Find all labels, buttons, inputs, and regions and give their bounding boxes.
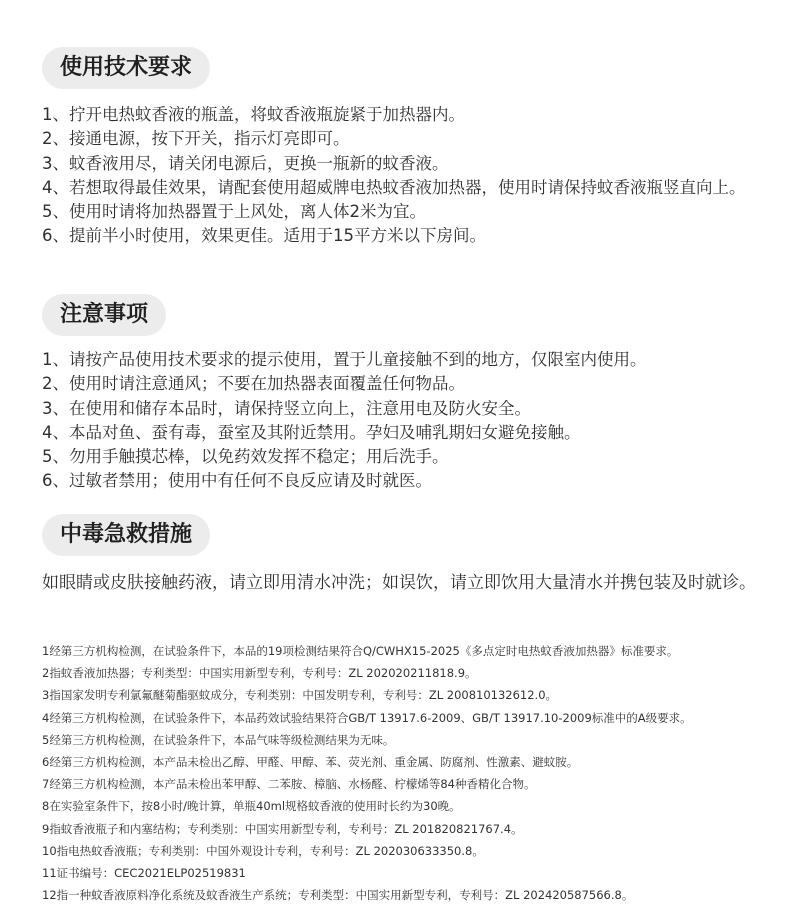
list-item: 1、请按产品使用技术要求的提示使用，置于儿童接触不到的地方，仅限室内使用。 xyxy=(42,350,647,369)
footnote: 7经第三方机构检测，本产品未检出苯甲醇、二苯胺、樟脑、水杨醛、柠檬烯等84种香精化合物。 xyxy=(42,777,536,792)
cautions-list xyxy=(42,348,762,494)
usage-list xyxy=(42,103,762,249)
list-item: 2、使用时请注意通风；不要在加热器表面覆盖任何物品。 xyxy=(42,374,465,394)
section-title-first-aid: 中毒急救措施 xyxy=(42,514,210,556)
section-title-usage: 使用技术要求 xyxy=(42,47,210,89)
list-item: 4、本品对鱼、蚕有毒，蚕室及其附近禁用。孕妇及哺乳期妇女避免接触。 xyxy=(42,422,581,442)
footnote: 3指国家发明专利氯氟醚菊酯驱蚊成分，专利类别：中国发明专利，专利号：ZL 200810132612.0。 xyxy=(42,688,558,703)
list-item: 6、过敏者禁用；使用中有任何不良反应请及时就医。 xyxy=(42,471,432,491)
list-item: 3、蚊香液用尽，请关闭电源后，更换一瓶新的蚊香液。 xyxy=(42,153,449,173)
footnotes-list xyxy=(42,640,782,906)
first-aid-text: 如眼睛或皮肤接触药液，请立即用清水冲洗；如误饮，请立即饮用大量清水并携包装及时就诊。 xyxy=(42,573,756,593)
footnote: 12指一种蚊香液原料净化系统及蚊香液生产系统；专利类型：中国实用新型专利，专利号：ZL 202420587566.8。 xyxy=(42,888,634,903)
footnote: 10指电热蚊香液瓶；专利类别：中国外观设计专利，专利号：ZL 202030633350.8。 xyxy=(42,843,484,858)
list-item: 3、在使用和储存本品时，请保持竖立向上，注意用电及防火安全。 xyxy=(42,398,531,418)
section-title-cautions: 注意事项 xyxy=(42,294,166,336)
footnote: 1经第三方机构检测，在试验条件下，本品的19项检测结果符合Q/CWHX15-2025《多点定时电热蚊香液加热器》标准要求。 xyxy=(42,644,679,658)
footnote: 8在实验室条件下，按8小时/晚计算，单瓶40ml规格蚊香液的使用时长约为30晚。 xyxy=(42,799,461,814)
footnote: 11证书编号：CEC2021ELP02519831 xyxy=(42,865,246,880)
footnote: 4经第三方机构检测，在试验条件下，本品药效试验结果符合GB/T 13917.6-2009、GB/T 13917.10-2009标准中的A级要求。 xyxy=(42,710,692,725)
list-item: 4、若想取得最佳效果，请配套使用超威牌电热蚊香液加热器，使用时请保持蚊香液瓶竖直向上。 xyxy=(42,177,746,197)
footnote: 9指蚊香液瓶子和内塞结构；专利类别：中国实用新型专利，专利号：ZL 201820821767.4。 xyxy=(42,821,523,836)
list-item: 2、接通电源，按下开关，指示灯亮即可。 xyxy=(42,129,350,149)
list-item: 6、提前半小时使用，效果更佳。适用于15平方米以下房间。 xyxy=(42,226,486,246)
list-item: 5、勿用手触摸芯棒，以免药效发挥不稳定；用后洗手。 xyxy=(42,447,449,467)
footnote: 5经第三方机构检测，在试验条件下，本品气味等级检测结果为无味。 xyxy=(42,732,395,747)
footnote: 6经第三方机构检测，本产品未检出乙醇、甲醛、甲醇、苯、荧光剂、重金属、防腐剂、性激素、避蚊胺。 xyxy=(42,754,579,769)
footnote: 2指蚊香液加热器；专利类型：中国实用新型专利，专利号：ZL 202020211818.9。 xyxy=(42,666,477,681)
list-item: 1、拧开电热蚊香液的瓶盖，将蚊香液瓶旋紧于加热器内。 xyxy=(42,105,465,124)
list-item: 5、使用时请将加热器置于上风处，离人体2米为宜。 xyxy=(42,202,426,222)
